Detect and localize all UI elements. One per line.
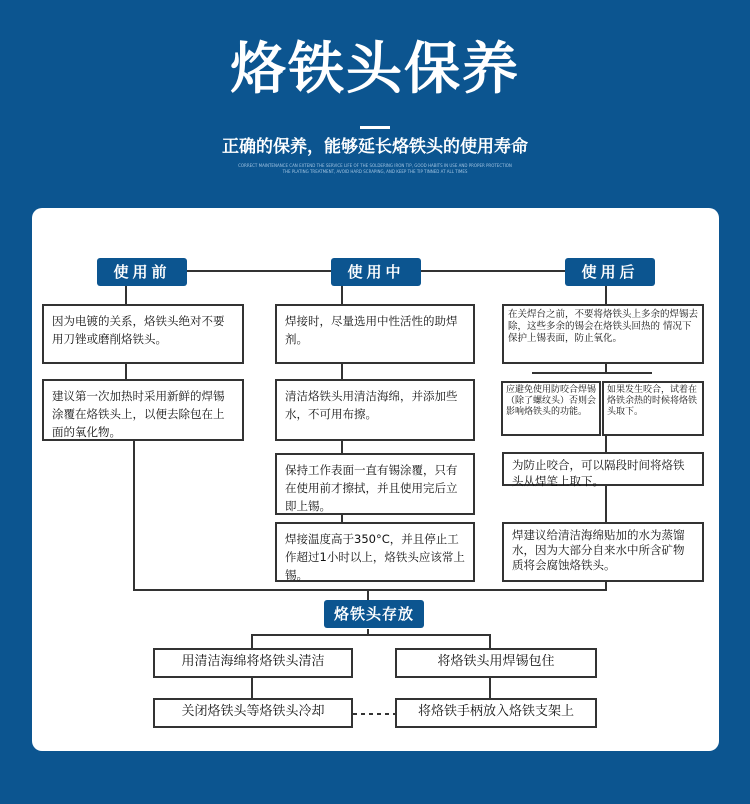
phase-after-label: 使用后 xyxy=(565,258,655,286)
phase-before-label: 使用前 xyxy=(97,258,187,286)
page-subtitle: 正确的保养，能够延长烙铁头的使用寿命 xyxy=(222,137,528,157)
before-step-1: 因为电镀的关系，烙铁头绝对不要用刀锉或磨削烙铁头。 xyxy=(42,304,244,364)
after-step-2a: 应避免使用防咬合焊锡（除了螺纹头）否则会影响烙铁头的功能。 xyxy=(501,381,601,436)
storage-right-link xyxy=(489,676,491,698)
merge-line xyxy=(133,589,605,591)
before-stem xyxy=(125,284,127,306)
english-caption-line-2: THE PLATING TREATMENT, AVOID HARD SCRAPING, AND KEEP THE TIP TINNED AT ALL TIMES xyxy=(282,169,468,174)
after-stem xyxy=(605,284,607,306)
during-step-3: 保持工作表面一直有锡涂覆，只有在使用前才擦拭，并且使用完后立即上锡。 xyxy=(275,453,475,515)
during-step-1: 焊接时，尽量选用中性活性的助焊剂。 xyxy=(275,304,475,364)
before-step-2: 建议第一次加热时采用新鲜的焊锡涂覆在烙铁头上，以便去除包在上面的氧化物。 xyxy=(42,379,244,441)
after-step-3: 为防止咬合，可以隔段时间将烙铁头从焊笔上取下。 xyxy=(502,452,704,486)
after-link-3 xyxy=(605,485,607,524)
during-step-2: 清洁烙铁头用清洁海绵，并添加些水，不可用布擦。 xyxy=(275,379,475,441)
storage-title: 烙铁头存放 xyxy=(324,600,424,628)
flowchart-card xyxy=(32,208,719,751)
title-divider xyxy=(360,126,390,129)
english-caption-line-1: CORRECT MAINTENANCE CAN EXTEND THE SERVICE LIFE OF THE SOLDERING IRON TIP, GOOD HABITS IN USE AND PROPER PROTECTION xyxy=(238,163,512,168)
after-split xyxy=(532,372,652,374)
storage-step-2: 将烙铁头用焊锡包住 xyxy=(395,648,597,678)
after-step-4: 焊建议给清洁海绵贴加的水为蒸馏水，因为大部分自来水中所含矿物质将会腐蚀烙铁头。 xyxy=(502,522,704,582)
during-step-4: 焊接温度高于350°C，并且停止工作超过1小时以上，烙铁头应该常上锡。 xyxy=(275,522,475,582)
storage-dashed-link xyxy=(353,713,395,715)
during-stem xyxy=(341,284,343,306)
storage-step-1: 用清洁海绵将烙铁头清洁 xyxy=(153,648,353,678)
after-step-2b: 如果发生咬合，试着在烙铁余热的时候将烙铁头取下。 xyxy=(602,381,704,436)
before-down xyxy=(133,439,135,591)
storage-step-3: 关闭烙铁头等烙铁头冷却 xyxy=(153,698,353,728)
phase-during-label: 使用中 xyxy=(331,258,421,286)
after-down xyxy=(605,581,607,591)
after-step-1: 在关焊台之前，不要将烙铁头上多余的焊锡去除，这些多余的锡会在烙铁头回热的 情况下保护上锡表面，防止氧化。 xyxy=(502,304,704,364)
storage-left-link xyxy=(251,676,253,698)
page-title: 烙铁头保养 xyxy=(230,37,520,102)
storage-split xyxy=(251,634,491,636)
storage-step-4: 将烙铁手柄放入烙铁支架上 xyxy=(395,698,597,728)
